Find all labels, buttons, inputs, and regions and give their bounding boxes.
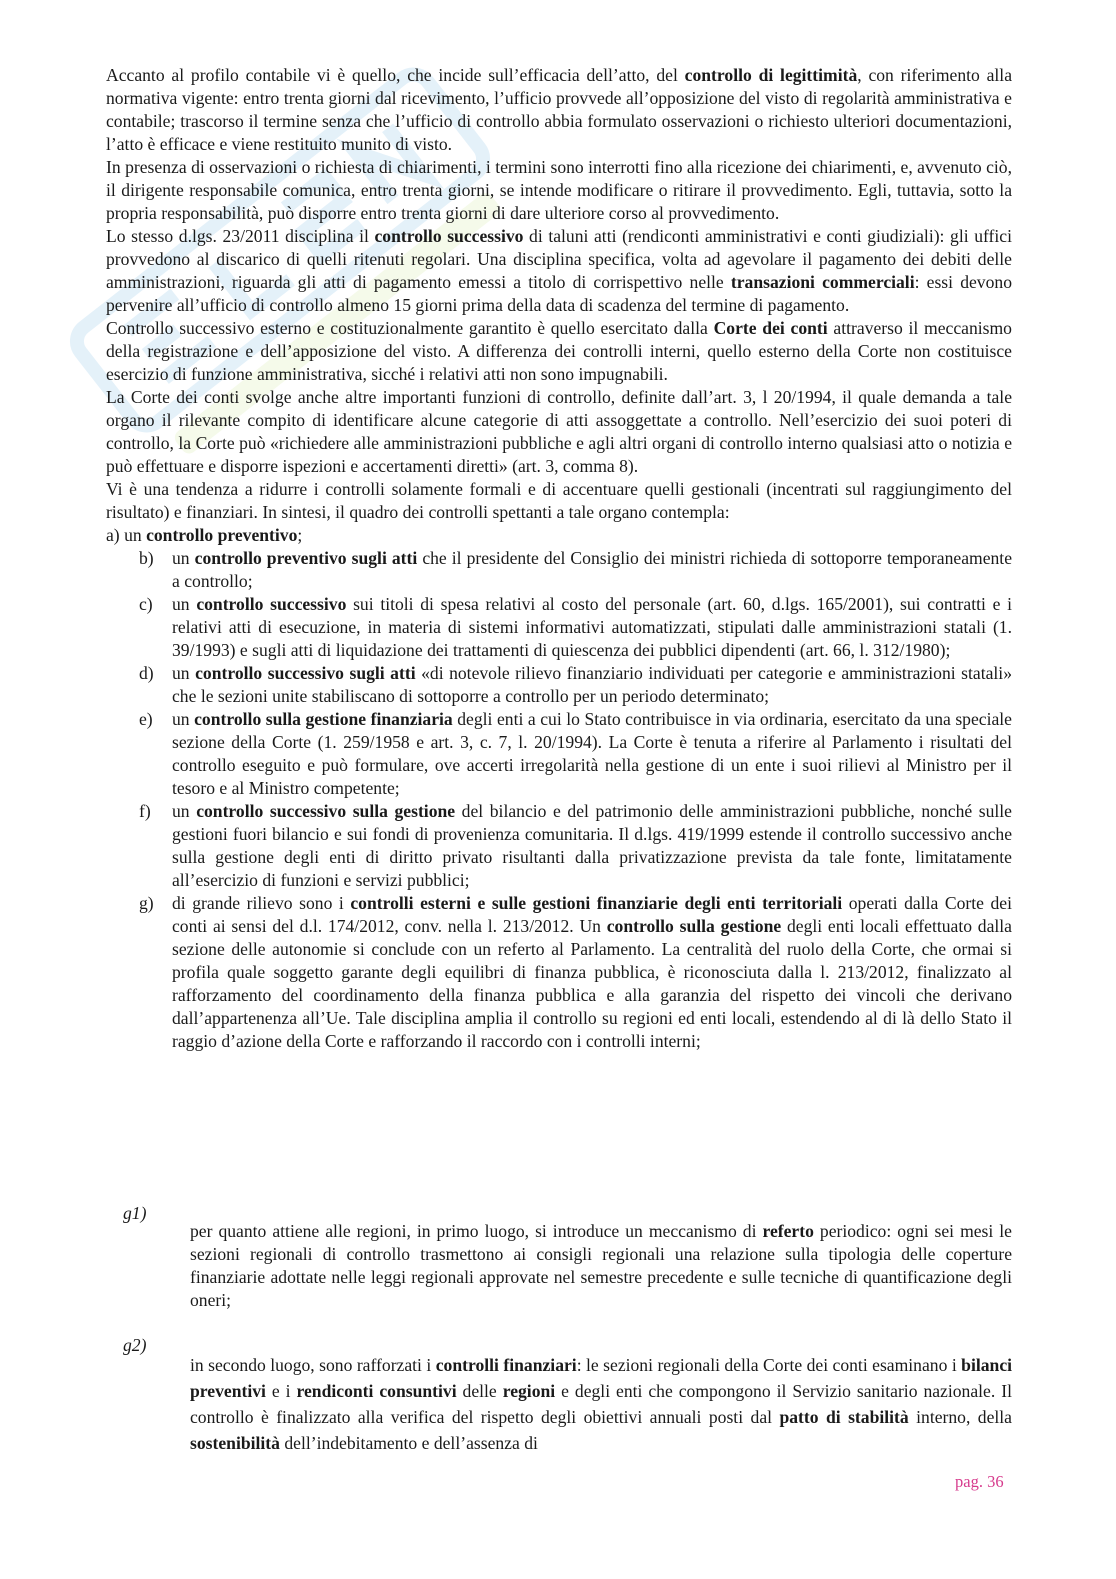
paragraph-legittimita: Accanto al profilo contabile vi è quello, che incide sull’efficacia dell’atto, del controllo di legittimità, con riferimento alla normativa vigente: entro trenta giorni dal ricevimento, l’ufficio provvede all’opposizione del visto di regolarità amministrativa e contabile; trascorso il termine senza che l’ufficio di controllo abbia formulato osservazioni o richiesto ulteriori documentazioni, l’atto è efficace e viene restituito munito di visto. — [106, 65, 1013, 154]
sub-item-g1 — [106, 1202, 1012, 1329]
list-item-e: e) un controllo sulla gestione finanziaria degli enti a cui lo Stato contribuisce in via ordinaria, esercitato da una speciale sezione della Corte (1. 259/1958 e art. 3, c. 7, l. 20/1994). La Corte è tenuta a riferire al Parlamento i risultati del controllo eseguito e può formulare, ove accerti irregolarità nella gestione di un ente i suoi rilievi al Ministro per il tesoro e al Ministro competente; — [139, 709, 1012, 798]
list-item-d: d) un controllo successivo sugli atti «di notevole rilievo finanziario individuati per categorie e amministrazioni statali» che le sezioni unite stabiliscano di sottoporre a controllo per un periodo determinato; — [139, 663, 1012, 706]
sub-item-g2 — [106, 1334, 1012, 1473]
list-item-g: g) di grande rilievo sono i controlli esterni e sulle gestioni finanziarie degli enti territoriali operati dalla Corte dei conti ai sensi del d.l. 174/2012, conv. nella l. 213/2012. Un controllo sulla gestione degli enti locali effettuato dalla sezione delle autonomie si conclude con un referto al Parlamento. La centralità del ruolo della Corte, che ormai si profila quale soggetto garante degli equilibri di finanza pubblica, è riconosciuta dalla l. 213/2012, finalizzato al rafforzamento del coordinamento della finanza pubblica e alla garanzia del rispetto dei vincoli che derivano dall’appartenenza all’Ue. Tale disciplina amplia il controllo su regioni ed enti locali, estendendo al di là dello Stato il raggio d’azione della Corte e rafforzando il raccordo con i controlli interni; — [139, 893, 1012, 1051]
paragraph-corte-dei-conti: Controllo successivo esterno e costituzionalmente garantito è quello esercitato dalla Corte dei conti attraverso il meccanismo della registrazione e dell’apposizione del visto. A differenza dei controlli interni, quello esterno della Corte non costituisce esercizio di funzione amministrativa, sicché i relativi atti non sono impugnabili. — [106, 318, 1012, 384]
paragraph-tendenza: Vi è una tendenza a ridurre i controlli solamente formali e di accentuare quelli gestionali (incentrati sul raggiungimento del risultato) e finanziari. In sintesi, il quadro dei controlli spettanti a tale organo contempla: — [106, 479, 1012, 522]
sub-label: g2) — [123, 1335, 147, 1355]
list-item-c: c) un controllo successivo sui titoli di spesa relativi al costo del personale (art. 60, d.lgs. 165/2001), sui contratti e i relativi atti di esecuzione, in materia di sistemi informativi automatizzati, stipulati dalle amministrazioni statali (1. 39/1993) e sugli atti di liquidazione dei trattamenti di quiescenza dei pubblici dipendenti (art. 66, l. 312/1980); — [139, 594, 1012, 660]
list-label: b) — [139, 548, 154, 568]
paragraph-controllo-successivo: Lo stesso d.lgs. 23/2011 disciplina il controllo successivo di taluni atti (rendiconti amministrativi e conti giudiziali): gli uffici provvedono al discarico di quelli ritenuti regolari. Una disciplina specifica, volta ad agevolare il pagamento dei debiti delle amministrazioni, riguarda gli atti di pagamento emessi a titolo di corrispettivo nelle transazioni commerciali: essi devono pervenire all’ufficio di controllo almeno 15 giorni prima della data di scadenza del termine di pagamento. — [106, 226, 1012, 315]
controls-list — [106, 524, 1012, 1053]
list-item-f: f) un controllo successivo sulla gestione del bilancio e del patrimonio delle amministrazioni pubbliche, nonché sulle gestioni fuori bilancio e sui fondi di provenienza comunitaria. Il d.lgs. 419/1999 estende il controllo successivo anche sulla gestione degli enti di diritto privato risultanti dalla privatizzazione prevista da tale fonte, limitatamente all’esercizio di funzioni e servizi pubblici; — [139, 801, 1012, 890]
page-number: pag. 36 — [955, 1472, 1004, 1491]
main-text — [106, 64, 1012, 1053]
list-item-b: b) un controllo preventivo sugli atti che il presidente del Consiglio dei ministri richieda di sottoporre temporaneamente a controllo; — [139, 548, 1013, 591]
list-item-a: a) un controllo preventivo; — [106, 525, 303, 545]
list-label: e) — [139, 709, 153, 729]
paragraph-osservazioni: In presenza di osservazioni o richiesta di chiarimenti, i termini sono interrotti fino alla ricezione dei chiarimenti, e, avvenuto ciò, il dirigente responsabile comunica, entro trenta giorni, se intende modificare o ritirare il provvedimento. Egli, tuttavia, sotto la propria responsabilità, può disporre entro trenta giorni di dare ulteriore corso al provvedimento. — [106, 157, 1012, 223]
sub-text: in secondo luogo, sono rafforzati i controlli finanziari: le sezioni regionali della Corte dei conti esaminano i bilanci preventivi e i rendiconti consuntivi delle regioni e degli enti che compongono il Servizio sanitario nazionale. Il controllo è finalizzato alla verifica del rispetto degli obiettivi annuali posti dal patto di stabilità interno, della sostenibilità dell’indebitamento e dell’assenza di — [190, 1354, 1013, 1453]
paragraph-funzioni-controllo: La Corte dei conti svolge anche altre importanti funzioni di controllo, definite dall’art. 3, l 20/1994, il quale demanda a tale organo il rilevante compito di identificare alcune categorie di atti assoggettate a controllo. Nell’esercizio dei suoi poteri di controllo, la Corte può «richiedere alle amministrazioni pubbliche e agli altri organi di controllo interno qualsiasi atto o notizia e può effettuare e disporre ispezioni e accertamenti diretti» (art. 3, comma 8). — [106, 387, 1012, 476]
list-label: c) — [139, 594, 153, 614]
sub-label: g1) — [123, 1203, 147, 1223]
list-label: f) — [139, 801, 151, 821]
list-label: d) — [139, 663, 154, 683]
list-label: g) — [139, 893, 154, 913]
sub-text: per quanto attiene alle regioni, in primo luogo, si introduce un meccanismo di referto periodico: ogni sei mesi le sezioni regionali di controllo trasmettono ai consigli regionali una relazione sulla tipologia delle coperture finanziarie adottate nelle leggi regionali approvate nel semestre precedente e sulle tecniche di quantificazione degli oneri; — [190, 1220, 1012, 1310]
